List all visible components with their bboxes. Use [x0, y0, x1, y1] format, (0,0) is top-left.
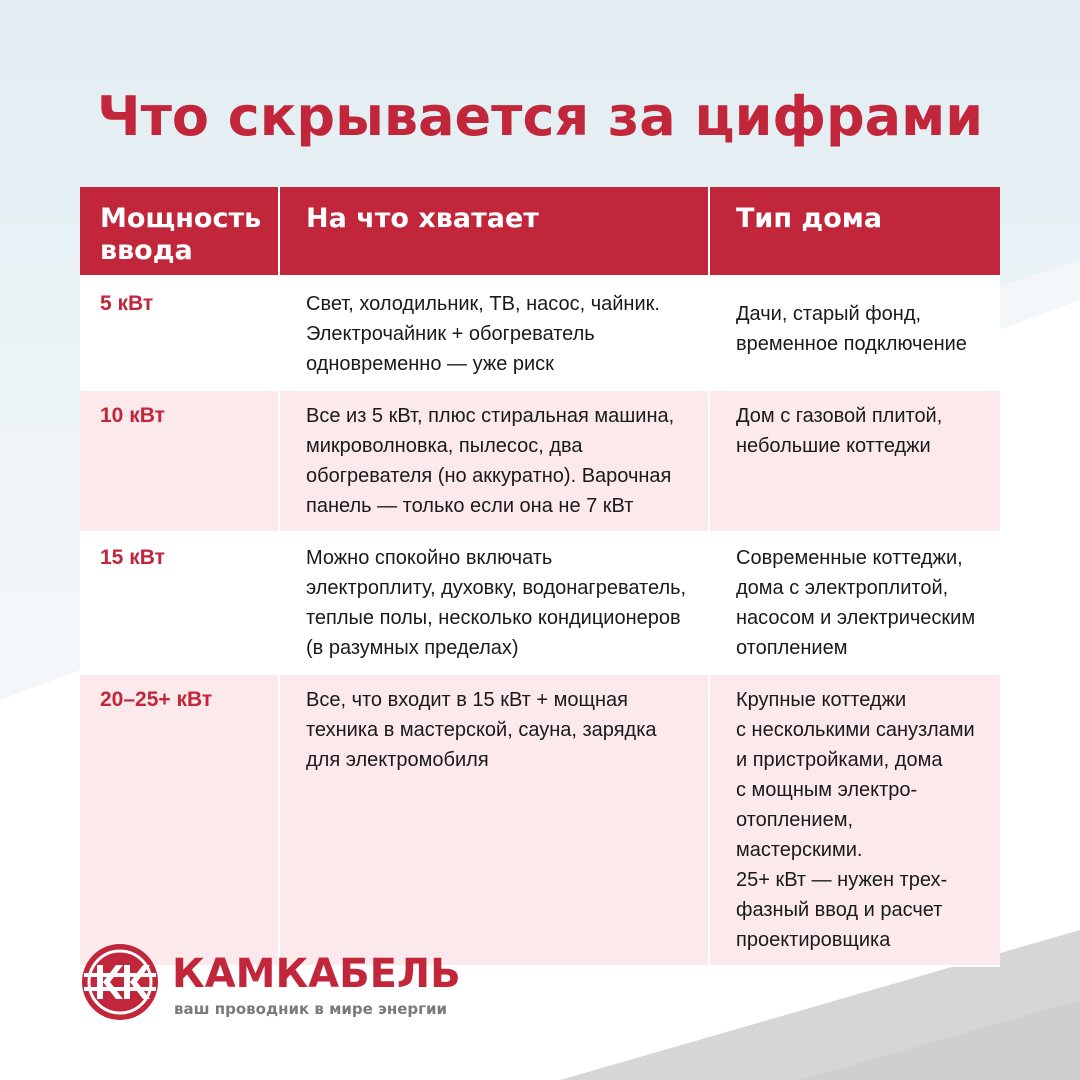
- brand-logo: [80, 940, 540, 1030]
- brand-name: КАМКАБЕЛЬ: [172, 951, 461, 997]
- power-table: [80, 187, 1000, 967]
- cell-power: 15 кВт: [80, 532, 279, 674]
- table-row: [80, 674, 1000, 966]
- cell-house: Современные коттеджи, дома с электроплитой, насосом и электрическим отоплением: [709, 532, 1000, 674]
- table-header-row: [80, 187, 1000, 276]
- header-power: Мощность ввода: [80, 187, 279, 276]
- page-title: Что скрывается за цифрами: [96, 85, 984, 148]
- cell-house: Крупные коттеджи с несколькими санузлами и пристройками, дома с мощным электро- отоплением, мастерскими. 25+ кВт — нужен трех- фазный ввод и расчет проектировщика: [709, 674, 1000, 966]
- cell-house: Дачи, старый фонд, временное подключение: [709, 276, 1000, 390]
- table-row: [80, 276, 1000, 390]
- cell-power: 20–25+ кВт: [80, 674, 279, 966]
- cell-what: Все из 5 кВт, плюс стиральная машина, микроволновка, пылесос, два обогревателя (но аккуратно). Варочная панель — только если она не 7 кВт: [279, 390, 709, 532]
- brand-slogan: ваш проводник в мире энергии: [174, 1000, 448, 1018]
- table-row: [80, 532, 1000, 674]
- table-row: [80, 390, 1000, 532]
- cell-what: Можно спокойно включать электроплиту, духовку, водонагреватель, теплые полы, несколько кондиционеров (в разумных пределах): [279, 532, 709, 674]
- header-what: На что хватает: [279, 187, 709, 276]
- cell-power: 5 кВт: [80, 276, 279, 390]
- kamkabel-logo-icon: [80, 942, 160, 1022]
- cell-house: Дом с газовой плитой, небольшие коттеджи: [709, 390, 1000, 532]
- cell-what: Все, что входит в 15 кВт + мощная техника в мастерской, сауна, зарядка для электромобиля: [279, 674, 709, 966]
- cell-what: Свет, холодильник, ТВ, насос, чайник. Электрочайник + обогреватель одновременно — уже риск: [279, 276, 709, 390]
- cell-power: 10 кВт: [80, 390, 279, 532]
- header-house: Тип дома: [709, 187, 1000, 276]
